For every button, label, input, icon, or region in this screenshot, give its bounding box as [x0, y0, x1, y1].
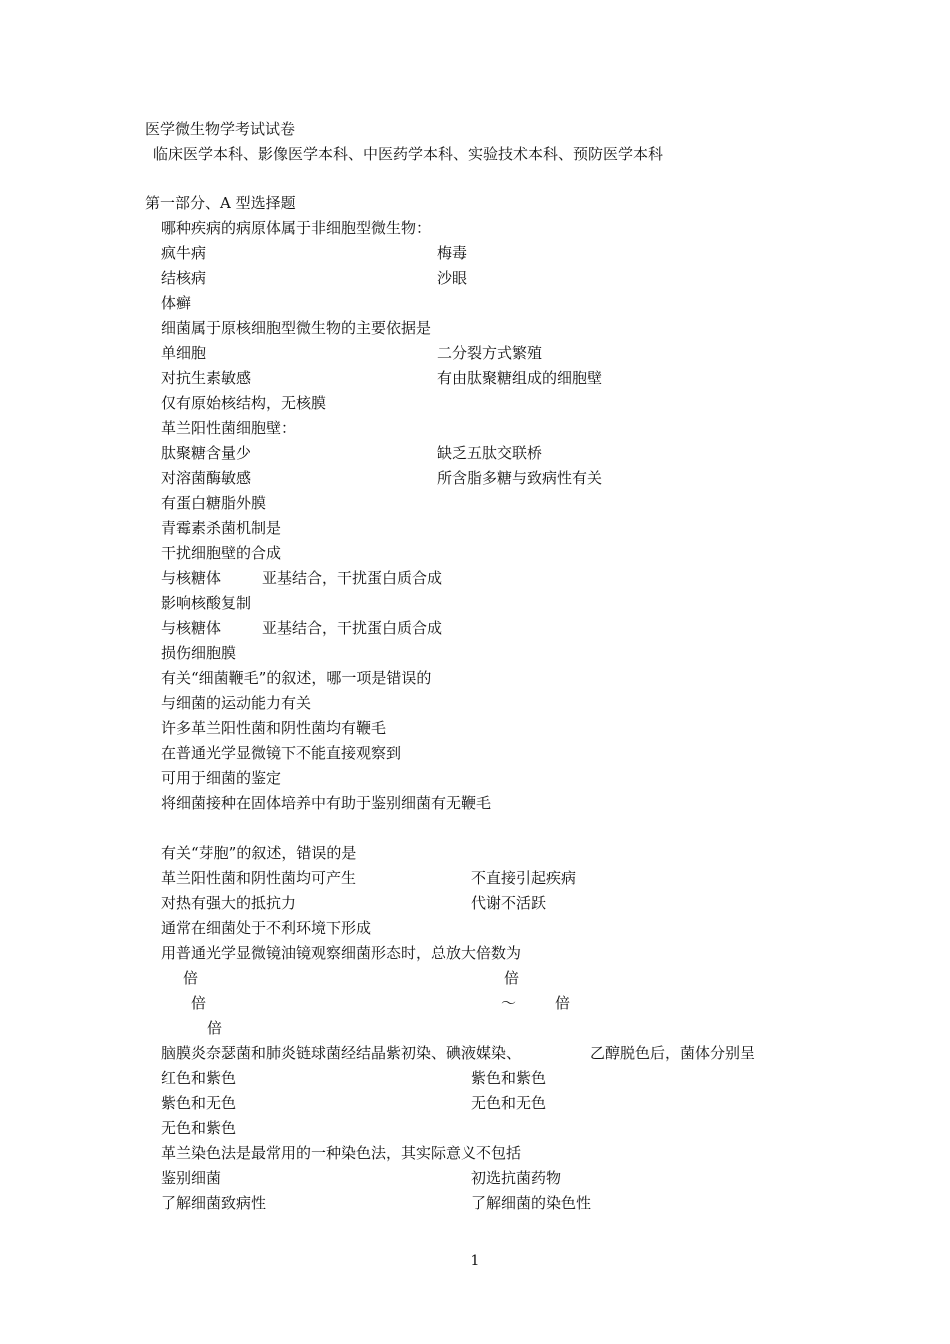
- question-stem: 哪种疾病的病原体属于非细胞型微生物：: [161, 219, 432, 237]
- question-option: 初选抗菌药物: [471, 1169, 562, 1187]
- question-option: 无色和无色: [471, 1094, 547, 1112]
- question-stem: 乙醇脱色后，菌体分别呈: [590, 1044, 756, 1062]
- question-option: 有蛋白糖脂外膜: [161, 494, 267, 512]
- question-option: 倍: [555, 994, 571, 1012]
- question-option: 有由肽聚糖组成的细胞壁: [437, 369, 603, 387]
- question-option: 紫色和紫色: [471, 1069, 547, 1087]
- page-number: 1: [470, 1253, 480, 1269]
- question-option: 对热有强大的抵抗力: [161, 894, 297, 912]
- question-stem: 革兰染色法是最常用的一种染色法，其实际意义不包括: [161, 1144, 522, 1162]
- question-option: 干扰细胞壁的合成: [161, 544, 282, 562]
- question-option: 损伤细胞膜: [161, 644, 237, 662]
- question-option: 对抗生素敏感: [161, 369, 252, 387]
- question-stem: 有关“细菌鞭毛”的叙述，哪一项是错误的: [161, 669, 432, 687]
- question-stem: 细菌属于原核细胞型微生物的主要依据是: [161, 319, 432, 337]
- question-option: 了解细菌的染色性: [471, 1194, 592, 1212]
- section-title: 第一部分、A 型选择题: [145, 194, 296, 212]
- question-option: 红色和紫色: [161, 1069, 237, 1087]
- question-option: 倍: [191, 994, 207, 1012]
- question-stem: 青霉素杀菌机制是: [161, 519, 282, 537]
- question-option: 与核糖体: [161, 619, 222, 637]
- question-option: 亚基结合，干扰蛋白质合成: [262, 569, 443, 587]
- question-option: 疯牛病: [161, 244, 207, 262]
- question-option: 了解细菌致病性: [161, 1194, 267, 1212]
- question-option: 缺乏五肽交联桥: [437, 444, 543, 462]
- question-option: 鉴别细菌: [161, 1169, 222, 1187]
- question-option: 可用于细菌的鉴定: [161, 769, 282, 787]
- question-option: 二分裂方式繁殖: [437, 344, 543, 362]
- question-option: 将细菌接种在固体培养中有助于鉴别细菌有无鞭毛: [161, 794, 492, 812]
- question-option: 对溶菌酶敏感: [161, 469, 252, 487]
- question-option: 结核病: [161, 269, 207, 287]
- question-stem: 用普通光学显微镜油镜观察细菌形态时，总放大倍数为: [161, 944, 522, 962]
- question-option: 许多革兰阳性菌和阴性菌均有鞭毛: [161, 719, 387, 737]
- question-option: 革兰阳性菌和阴性菌均可产生: [161, 869, 357, 887]
- question-option: 梅毒: [437, 244, 468, 262]
- question-option: 在普通光学显微镜下不能直接观察到: [161, 744, 402, 762]
- question-option: 仅有原始核结构，无核膜: [161, 394, 327, 412]
- question-option: 与核糖体: [161, 569, 222, 587]
- question-option: 影响核酸复制: [161, 594, 252, 612]
- question-option: 体癣: [161, 294, 192, 312]
- question-option: 与细菌的运动能力有关: [161, 694, 312, 712]
- question-stem: 革兰阳性菌细胞壁：: [161, 419, 297, 437]
- question-option: 代谢不活跃: [471, 894, 547, 912]
- question-stem: 有关“芽胞”的叙述，错误的是: [161, 844, 357, 862]
- question-option: 通常在细菌处于不利环境下形成: [161, 919, 372, 937]
- question-option: 倍: [207, 1019, 223, 1037]
- question-option: 沙眼: [437, 269, 468, 287]
- question-option: 亚基结合，干扰蛋白质合成: [262, 619, 443, 637]
- question-option: 紫色和无色: [161, 1094, 237, 1112]
- question-option: 倍: [504, 969, 520, 987]
- question-option: ～: [501, 994, 517, 1012]
- question-option: 无色和紫色: [161, 1119, 237, 1137]
- question-option: 所含脂多糖与致病性有关: [437, 469, 603, 487]
- question-option: 单细胞: [161, 344, 207, 362]
- question-option: 肽聚糖含量少: [161, 444, 252, 462]
- question-stem: 脑膜炎奈瑟菌和肺炎链球菌经结晶紫初染、碘液媒染、: [161, 1044, 522, 1062]
- question-option: 不直接引起疾病: [471, 869, 577, 887]
- document-subtitle: 临床医学本科、影像医学本科、中医药学本科、实验技术本科、预防医学本科: [153, 145, 664, 163]
- document-title: 医学微生物学考试试卷: [145, 120, 296, 138]
- question-option: 倍: [183, 969, 199, 987]
